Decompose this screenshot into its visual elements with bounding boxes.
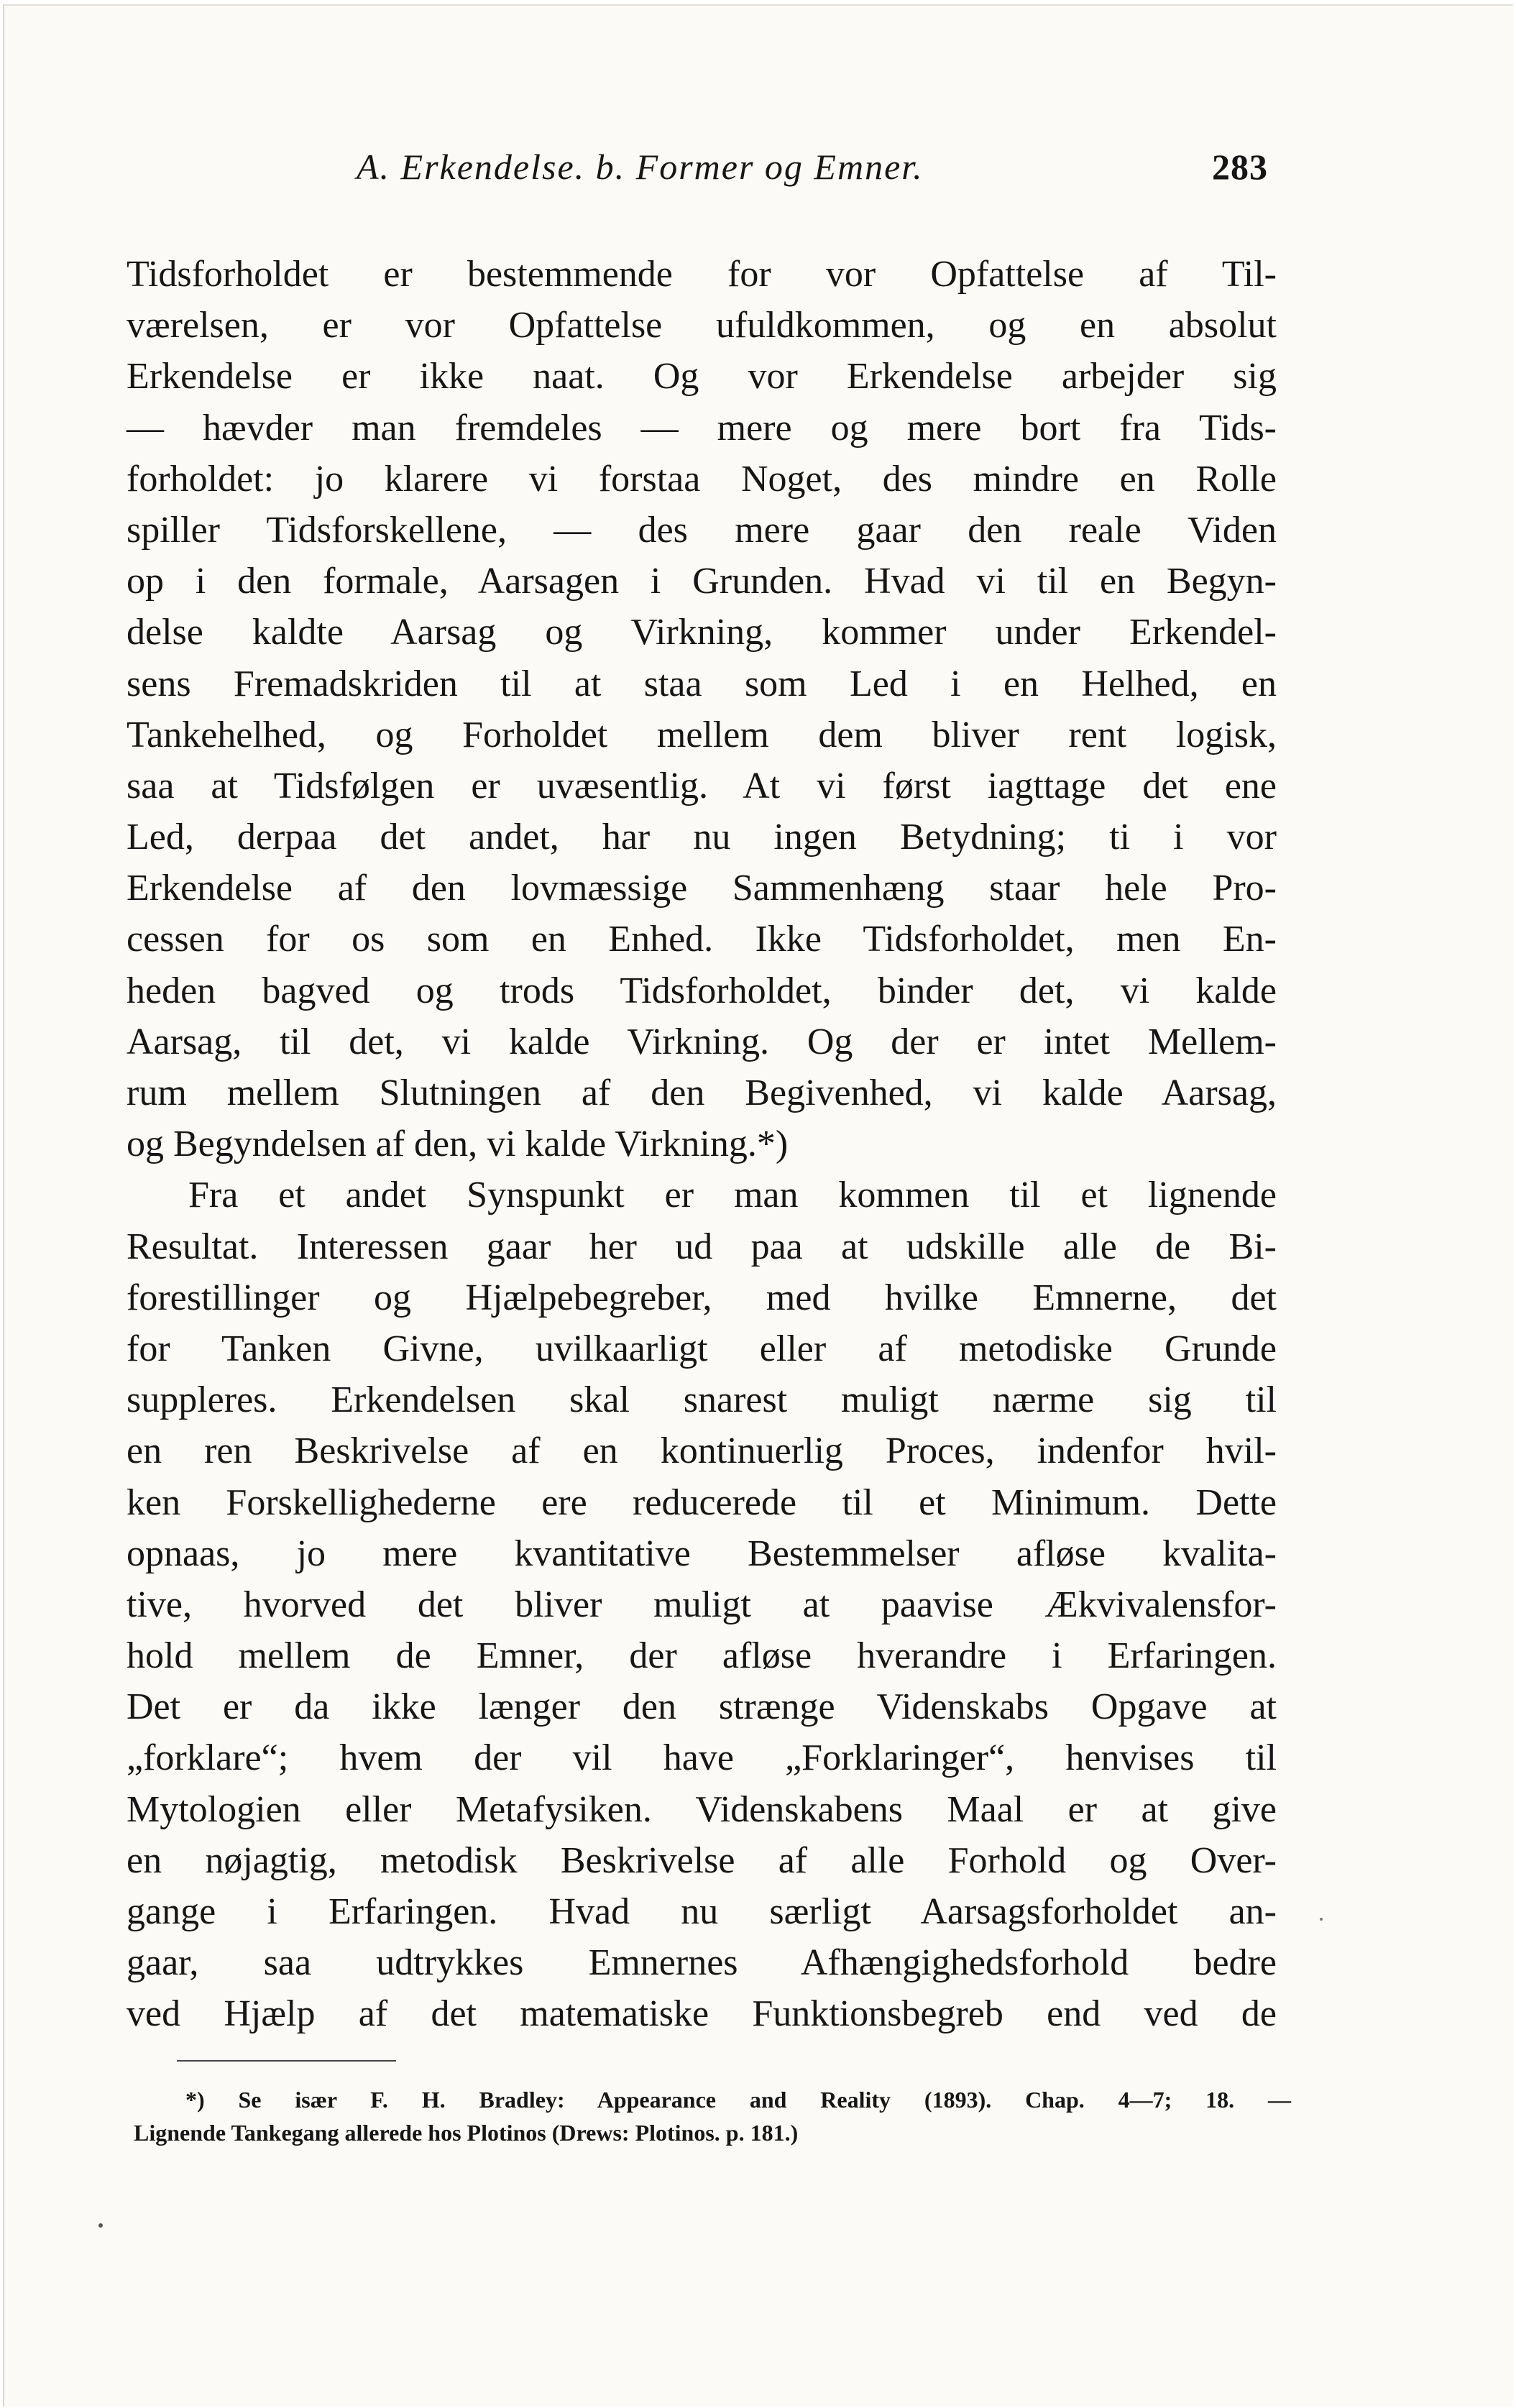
page-number: 283 <box>1212 147 1268 187</box>
text-line: op i den formale, Aarsagen i Grunden. Hvad vi til en Begyn- <box>127 561 1277 602</box>
text-line: gange i Erfaringen. Hvad nu særligt Aarsagsforholdet an- <box>127 1891 1277 1932</box>
text-line: tive, hvorved det bliver muligt at paavise Ækvivalensfor- <box>127 1584 1277 1625</box>
text-line: Mytologien eller Metafysiken. Videnskabens Maal er at give <box>127 1788 1277 1830</box>
text-line: Fra et andet Synspunkt er man kommen til et lignende <box>188 1175 1277 1216</box>
footnote-divider <box>177 2060 396 2062</box>
text-line: hold mellem de Emner, der afløse hverandre i Erfaringen. <box>127 1635 1277 1677</box>
text-line: og Begyndelsen af den, vi kalde Virkning.*) <box>127 1123 789 1165</box>
text-line: forholdet: jo klarere vi forstaa Noget, des mindre en Rolle <box>127 458 1277 500</box>
footnote-line: Lignende Tankegang allerede hos Plotinos (Drews: Plotinos. p. 181.) <box>134 2120 799 2146</box>
text-line: Aarsag, til det, vi kalde Virkning. Og der er intet Mellem- <box>127 1021 1277 1062</box>
print-speck <box>98 2223 103 2228</box>
text-line: Resultat. Interessen gaar her ud paa at udskille alle de Bi- <box>127 1226 1277 1267</box>
text-line: heden bagved og trods Tidsforholdet, binder det, vi kalde <box>127 970 1277 1011</box>
text-line: Tidsforholdet er bestemmende for vor Opfattelse af Til- <box>127 254 1277 295</box>
footnote-line: *) Se især F. H. Bradley: Appearance and Reality (1893). Chap. 4—7; 18. — <box>185 2087 1291 2113</box>
text-line: „forklare“; hvem der vil have „Forklaringer“, henvises til <box>127 1737 1277 1779</box>
book-page <box>3 4 1513 2407</box>
text-line: ved Hjælp af det matematiske Funktionsbegreb end ved de <box>127 1993 1277 2035</box>
text-line: cessen for os som en Enhed. Ikke Tidsforholdet, men En- <box>127 919 1277 960</box>
text-line: delse kaldte Aarsag og Virkning, kommer under Erkendel- <box>127 612 1277 653</box>
text-line: spiller Tidsforskellene, — des mere gaar den reale Viden <box>127 509 1277 551</box>
text-line: en nøjagtig, metodisk Beskrivelse af alle Forhold og Over- <box>127 1839 1277 1881</box>
text-line: en ren Beskrivelse af en kontinuerlig Proces, indenfor hvil- <box>127 1430 1277 1472</box>
text-line: forestillinger og Hjælpebegreber, med hvilke Emnerne, det <box>127 1277 1277 1318</box>
text-line: Det er da ikke længer den strænge Videnskabs Opgave at <box>127 1686 1277 1728</box>
text-line: Erkendelse af den lovmæssige Sammenhæng staar hele Pro- <box>127 868 1277 909</box>
text-line: Tankehelhed, og Forholdet mellem dem bliver rent logisk, <box>127 714 1277 755</box>
text-line: ken Forskellighederne ere reducerede til et Minimum. Dette <box>127 1481 1277 1523</box>
text-line: værelsen, er vor Opfattelse ufuldkommen, og en absolut <box>127 305 1277 346</box>
text-line: gaar, saa udtrykkes Emnernes Afhængighedsforhold bedre <box>127 1942 1277 1984</box>
text-line: sens Fremadskriden til at staa som Led i en Helhed, en <box>127 663 1277 704</box>
page-header <box>4 146 1513 196</box>
print-speck <box>1320 1918 1323 1921</box>
text-line: — hævder man fremdeles — mere og mere bort fra Tids- <box>127 407 1277 449</box>
text-line: saa at Tidsfølgen er uvæsentlig. At vi først iagttage det ene <box>127 765 1277 807</box>
running-head: A. Erkendelse. b. Former og Emner. <box>357 147 924 187</box>
body-text <box>127 249 1277 2040</box>
text-line: opnaas, jo mere kvantitative Bestemmelser afløse kvalita- <box>127 1532 1277 1574</box>
text-line: Led, derpaa det andet, har nu ingen Betydning; ti i vor <box>127 817 1277 858</box>
text-line: Erkendelse er ikke naat. Og vor Erkendelse arbejder sig <box>127 356 1277 397</box>
text-line: suppleres. Erkendelsen skal snarest muligt nærme sig til <box>127 1379 1277 1421</box>
footnote <box>134 2083 1291 2149</box>
text-line: rum mellem Slutningen af den Begivenhed, vi kalde Aarsag, <box>127 1072 1277 1113</box>
text-line: for Tanken Givne, uvilkaarligt eller af metodiske Grunde <box>127 1328 1277 1369</box>
